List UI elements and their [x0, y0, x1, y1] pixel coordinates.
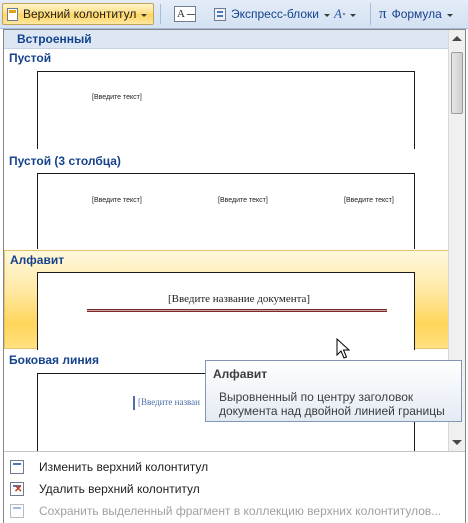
header-button[interactable] [2, 3, 154, 25]
tooltip-title: Алфавит [213, 367, 268, 381]
scroll-down-arrow-icon[interactable] [452, 440, 462, 445]
delete-header-label: Удалить верхний колонтитул [39, 482, 200, 496]
ribbon-divider [160, 4, 161, 24]
placeholder-text: [Введите текст] [218, 197, 268, 204]
placeholder-text: [Введите назван [138, 397, 200, 407]
chevron-down-icon [141, 14, 147, 17]
gallery-section-title: Встроенный [4, 30, 449, 49]
header-preview [37, 71, 415, 149]
gallery-item-blank[interactable] [4, 49, 449, 149]
side-line [133, 396, 135, 410]
gallery-item-alphabet[interactable] [4, 250, 449, 349]
textbox-button[interactable] [170, 3, 200, 25]
delete-header-menu-item[interactable] [4, 478, 465, 500]
placeholder-text: [Введите название документа] [168, 293, 311, 305]
wordart-button[interactable] [330, 3, 360, 25]
gallery-item-blank-3-columns[interactable] [4, 149, 449, 249]
gallery-item-title: Алфавит [10, 253, 65, 267]
save-selection-menu-item [4, 500, 465, 522]
placeholder-text: [Введите текст] [344, 197, 394, 204]
chevron-down-icon [447, 14, 453, 17]
header-gallery [3, 29, 466, 523]
save-icon [10, 504, 24, 518]
header-preview [37, 173, 415, 249]
express-blocks-icon [214, 8, 226, 21]
pi-icon: π [379, 5, 387, 22]
scrollbar-thumb[interactable] [451, 52, 463, 114]
tooltip-description: Выровненный по центру заголовок документа над двойной линией границы [219, 390, 445, 418]
gallery-menu [4, 451, 465, 523]
header-button-label: Верхний колонтитул [23, 7, 137, 21]
delete-icon [10, 482, 24, 496]
edit-icon [10, 460, 24, 474]
scroll-up-arrow-icon[interactable] [452, 36, 462, 41]
edit-header-label: Изменить верхний колонтитул [39, 460, 209, 474]
formula-button[interactable] [370, 3, 462, 25]
chevron-down-icon [350, 14, 356, 17]
header-icon [7, 8, 18, 21]
placeholder-text: [Введите текст] [92, 197, 142, 204]
save-selection-label: Сохранить выделенный фрагмент в коллекцию верхних колонтитулов... [39, 504, 442, 518]
gallery-tooltip [205, 360, 462, 422]
edit-header-menu-item[interactable] [4, 456, 465, 478]
formula-label: Формула [391, 7, 442, 21]
pen-icon [343, 13, 346, 16]
header-preview [37, 272, 415, 350]
mouse-cursor-icon [336, 338, 350, 360]
wordart-icon: A [334, 6, 342, 21]
gallery-item-title: Пустой [9, 51, 52, 65]
gallery-item-title: Боковая линия [9, 353, 99, 367]
gallery-item-title: Пустой (3 столбца) [9, 154, 121, 168]
placeholder-text: [Введите текст] [92, 94, 142, 101]
textbox-icon: A [174, 6, 196, 22]
ribbon [0, 0, 468, 29]
express-blocks-label: Экспресс-блоки [231, 7, 319, 21]
double-border-line [87, 309, 387, 312]
